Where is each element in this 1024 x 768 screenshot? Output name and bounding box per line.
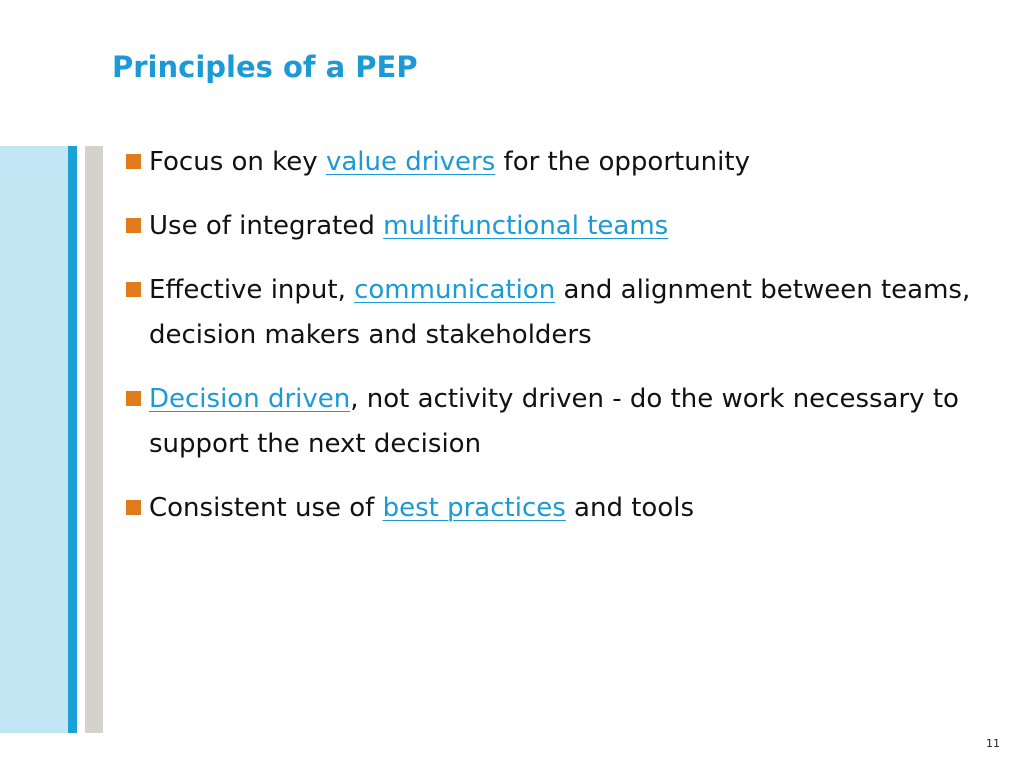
bullet-item-decision-driven [126, 377, 1006, 467]
square-bullet-icon [126, 391, 141, 406]
page-number: 11 [986, 737, 1000, 750]
bullet-item-value-drivers [126, 140, 1006, 185]
communication-link[interactable]: communication [354, 275, 556, 305]
bullet-text: Consistent use of [149, 493, 383, 523]
square-bullet-icon [126, 500, 141, 515]
decorative-light-blue-bar [0, 146, 68, 733]
bullet-text: Focus on key [149, 147, 326, 177]
decorative-gray-bar [85, 146, 103, 733]
bullet-text: and tools [565, 493, 695, 523]
decision-driven-link[interactable]: Decision driven [149, 384, 351, 414]
slide-title: Principles of a PEP [112, 50, 418, 84]
square-bullet-icon [126, 154, 141, 169]
decorative-blue-bar [68, 146, 77, 733]
bullet-text: and alignment between teams, decision makers and stakeholders [149, 275, 971, 350]
bullet-text: for the opportunity [495, 147, 750, 177]
bullet-item-multifunctional-teams [126, 204, 1006, 249]
square-bullet-icon [126, 218, 141, 233]
bullet-item-communication [126, 268, 1006, 358]
bullet-list [126, 140, 1006, 550]
square-bullet-icon [126, 282, 141, 297]
multifunctional-teams-link[interactable]: multifunctional teams [383, 211, 669, 241]
bullet-text: Effective input, [149, 275, 355, 305]
bullet-text: , not activity driven - do the work necessary to support the next decision [149, 384, 959, 459]
best-practices-link[interactable]: best practices [382, 493, 566, 523]
bullet-item-best-practices [126, 486, 1006, 531]
bullet-text: Use of integrated [149, 211, 384, 241]
value-drivers-link[interactable]: value drivers [325, 147, 496, 177]
